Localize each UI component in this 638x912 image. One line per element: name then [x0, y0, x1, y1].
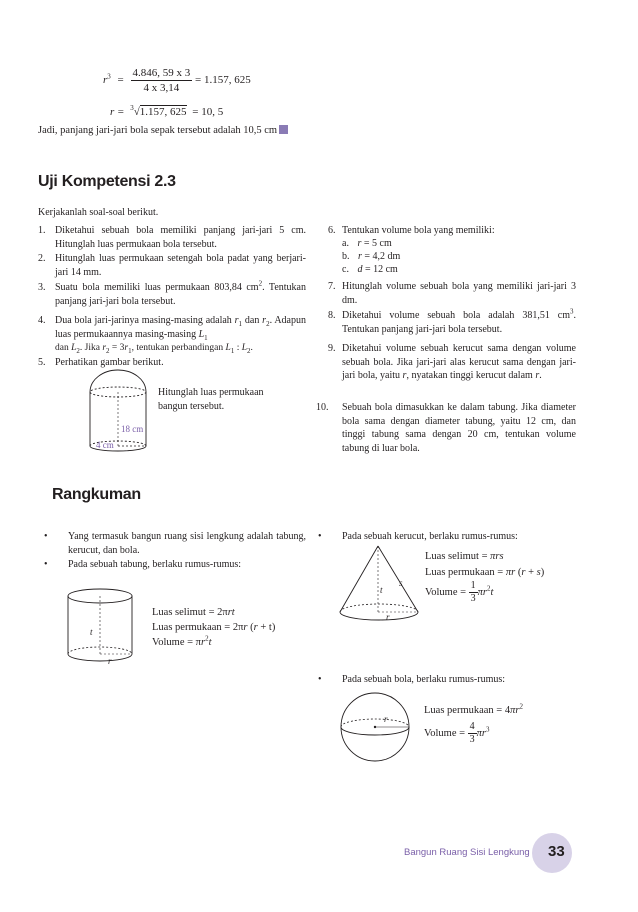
calc-r-cubed	[103, 66, 251, 95]
question-number: 2.	[38, 253, 46, 264]
fraction	[131, 66, 193, 95]
pi-symbol: π	[222, 607, 228, 618]
f-var: πr	[477, 587, 488, 598]
fraction-numerator: 1	[470, 580, 476, 591]
sub-2: 2	[106, 346, 110, 355]
bullet-text: Pada sebuah kerucut, berlaku rumus-rumus:	[342, 531, 518, 542]
q4-text-b: . Adapun luas permukaannya masing-masing	[55, 315, 306, 340]
f-sup: 2	[205, 634, 209, 643]
q9-end: .	[539, 370, 542, 381]
question-9	[322, 342, 576, 383]
question-7	[322, 280, 576, 307]
f-var: πr	[510, 705, 520, 716]
f-var: t	[490, 587, 494, 598]
sub-text	[357, 264, 397, 275]
cone-s-label: s	[399, 578, 403, 588]
q4-text-d: . Jika	[79, 343, 103, 353]
question-number: 4.	[38, 315, 46, 326]
question-number: 9.	[328, 343, 336, 354]
rangkuman-title: Rangkuman	[52, 486, 141, 503]
question-text	[342, 309, 576, 336]
f-text: Volume =	[425, 587, 469, 598]
bullet-dot: •	[44, 559, 48, 570]
f-var: πr	[505, 567, 516, 578]
var-r: r	[103, 74, 108, 87]
capsule-figure	[80, 368, 160, 460]
calc-conclusion	[38, 124, 288, 138]
question-number: 7.	[328, 281, 336, 292]
bullet-text: Yang termasuk bangun ruang sisi lengkung adalah tabung, kerucut, dan bola.	[68, 531, 306, 556]
summary-bullet-2	[44, 558, 306, 572]
pi-symbol: π	[195, 637, 201, 648]
question-text	[55, 281, 306, 308]
equals-sign: =	[117, 74, 124, 87]
kerucut-formula-3	[425, 580, 493, 605]
bullet-dot: •	[44, 531, 48, 542]
f-text: Luas permukaan = 2	[152, 622, 239, 633]
q8-text-b: . Tentukan panjang jari-jari bola tersebut.	[342, 310, 576, 335]
value: = 12 cm	[362, 264, 398, 275]
q4-colon: :	[234, 343, 242, 353]
question-text: Tentukan volume bola yang memiliki:	[342, 225, 495, 236]
bola-formula-1	[424, 703, 523, 718]
f-fraction	[469, 580, 478, 605]
question-6a	[342, 237, 392, 251]
footer-chapter: Bangun Ruang Sisi Lengkung	[404, 847, 530, 858]
f-sup: 2	[519, 702, 523, 711]
f-var: s	[536, 567, 541, 578]
dim-radius-label: 4 cm	[96, 440, 114, 450]
var-r1: r	[234, 315, 239, 326]
f-paren: )	[540, 567, 545, 578]
dim-height-label: 18 cm	[121, 424, 144, 434]
sphere-figure	[338, 690, 412, 764]
question-text: Perhatikan gambar berikut.	[55, 357, 164, 368]
bullet-dot: •	[318, 531, 322, 542]
f-text: Volume =	[424, 728, 468, 739]
sphere-r-label: r	[384, 714, 388, 724]
bullet-dot: •	[318, 674, 322, 685]
sub-1: 1	[204, 333, 208, 342]
f-text: + t)	[257, 622, 276, 633]
question-4	[38, 314, 306, 356]
radical-icon: √	[133, 106, 140, 118]
f-var: t	[208, 637, 212, 648]
fraction-numerator: 4	[469, 721, 475, 732]
q4-line3	[55, 343, 253, 353]
radicand: 1.157, 625	[139, 106, 187, 118]
pi-symbol: π	[238, 622, 244, 633]
q3-text-a: Suatu bola memiliki luas permukaan 803,84 cm	[55, 282, 259, 293]
f-text: Luas selimut = 2	[152, 607, 223, 618]
cylinder-r-label: r	[108, 656, 112, 666]
cylinder-t-label: t	[90, 627, 93, 637]
bullet-text: Pada sebuah bola, berlaku rumus-rumus:	[342, 674, 506, 685]
sub-label: c.	[342, 264, 349, 275]
calc-r-root	[110, 105, 223, 119]
q4-and: dan	[242, 315, 263, 326]
question-number: 1.	[38, 225, 46, 236]
f-text: Luas selimut =	[425, 551, 491, 562]
f-var: r	[243, 622, 248, 633]
question-6c	[342, 263, 398, 277]
sub-text	[358, 251, 400, 262]
sub-1: 1	[128, 346, 132, 355]
q8-sup: 3	[570, 307, 574, 316]
calc-result: = 1.157, 625	[195, 74, 251, 87]
q4-end: .	[250, 343, 253, 353]
var-r: r	[402, 370, 407, 381]
tabung-formula-3	[152, 635, 211, 650]
question-1	[38, 224, 306, 251]
r-label: r =	[110, 106, 125, 118]
q4-and: dan	[55, 343, 72, 353]
var-L1: L	[225, 343, 231, 353]
fraction-denominator: 3	[469, 734, 475, 745]
question-text: Diketahui sebuah bola memiliki panjang jari-jari 5 cm. Hitunglah luas permukaan bola tersebut.	[55, 225, 306, 250]
f-var: r	[521, 567, 526, 578]
f-paren: (	[515, 567, 522, 578]
f-text: Volume =	[152, 637, 196, 648]
value: = 5 cm	[361, 238, 392, 249]
sub-2: 2	[76, 346, 80, 355]
cylinder-figure	[60, 586, 140, 668]
f-text: Luas permukaan =	[425, 567, 506, 578]
f-var: rt	[227, 607, 235, 618]
var: r	[358, 251, 362, 262]
question-number: 10.	[316, 402, 329, 413]
var-L2: L	[241, 343, 247, 353]
sub-text	[357, 238, 391, 249]
var-r: r	[535, 370, 540, 381]
q4-text-e: , tentukan perbandingan	[131, 343, 226, 353]
tabung-formula-1	[152, 605, 235, 620]
sub-2: 2	[266, 320, 270, 328]
question-3	[38, 281, 306, 308]
f-sup: 3	[486, 725, 490, 734]
q3-sup: 2	[258, 279, 263, 288]
root-result: = 10, 5	[192, 106, 224, 118]
f-text: Luas permukaan = 4	[424, 705, 511, 716]
question-10	[316, 401, 576, 455]
sub-label: a.	[342, 238, 349, 249]
var-L1: L	[198, 328, 205, 340]
f-var: r	[253, 622, 258, 633]
conclusion-text: Jadi, panjang jari-jari bola sepak tersebut adalah 10,5 cm	[38, 125, 278, 136]
bullet-text: Pada sebuah tabung, berlaku rumus-rumus:	[68, 559, 242, 570]
f-var: πrs	[490, 551, 504, 562]
q9-text-a: Diketahui volume sebuah kerucut sama dengan volume sebuah bola. Jika jari-jari alas kerucut sama dengan jari-jari bola, yaitu	[342, 343, 576, 381]
var: r	[357, 238, 362, 249]
fraction-numerator: 4.846, 59 x 3	[132, 67, 191, 79]
q4-eq: = 3	[109, 343, 125, 353]
uji-title: Uji Kompetensi 2.3	[38, 173, 176, 190]
fraction-denominator: 4 x 3,14	[143, 82, 180, 94]
tabung-formula-2	[152, 620, 275, 635]
question-text	[342, 342, 576, 383]
q4-text-a: Dua bola jari-jarinya masing-masing adalah	[55, 315, 235, 326]
sub-label: b.	[342, 251, 350, 262]
f-fraction	[468, 721, 477, 746]
f-var: r	[200, 637, 206, 648]
page-number: 33	[548, 843, 565, 860]
var: d	[357, 264, 363, 275]
question-number: 3.	[38, 282, 46, 293]
sup-3: 3	[107, 72, 111, 81]
f-var: πr	[476, 728, 487, 739]
var-r1: r	[124, 343, 129, 353]
var-r2: r	[262, 315, 267, 326]
f-plus: +	[525, 567, 537, 578]
question-text: Sebuah bola dimasukkan ke dalam tabung. Jika diameter bola sama dengan diameter tabung, yaitu 12 cm, dan tinggi tabung sama dengan 20 cm, tentukan volume tabung di luar bola.	[342, 402, 576, 454]
f-paren: (	[247, 622, 254, 633]
summary-bullet-4	[318, 673, 580, 687]
var-r2: r	[102, 343, 107, 353]
question-number: 5.	[38, 357, 46, 368]
sub-2: 2	[247, 346, 251, 355]
question-text: Hitunglah luas permukaan setengah bola padat yang berjari-jari 14 mm.	[55, 253, 306, 278]
q9-text-b: , nyatakan tinggi kerucut dalam	[406, 370, 536, 381]
kerucut-formula-1	[425, 549, 504, 564]
question-8	[322, 309, 576, 336]
sub-1: 1	[238, 320, 243, 328]
question-text	[55, 314, 306, 356]
value: = 4,2 dm	[361, 251, 401, 262]
q5-figure-text: Hitunglah luas permukaan bangun tersebut.	[158, 387, 264, 412]
end-square-icon	[279, 125, 288, 134]
bola-formula-2	[424, 721, 490, 746]
r-equals	[110, 106, 124, 118]
question-text: Hitunglah volume sebuah bola yang memiliki jari-jari 3 dm.	[342, 281, 576, 306]
question-6	[322, 224, 600, 238]
var-L2: L	[71, 343, 77, 353]
uji-intro: Kerjakanlah soal-soal berikut.	[38, 207, 159, 218]
question-number: 6.	[328, 225, 336, 236]
root-index: 3	[130, 104, 134, 113]
fraction-denominator: 3	[470, 593, 476, 604]
cone-t-label: t	[380, 585, 383, 595]
question-6b	[342, 250, 400, 264]
question-2	[38, 252, 306, 279]
summary-bullet-1	[44, 530, 306, 557]
q3-text-b: . Tentukan panjang jari-jari bola tersebut.	[55, 282, 306, 307]
f-sup: 2	[487, 584, 491, 593]
cone-r-label: r	[386, 612, 390, 622]
question-5	[38, 356, 306, 370]
question-number: 8.	[328, 310, 336, 321]
sub-1: 1	[230, 346, 235, 355]
kerucut-formula-2	[425, 565, 544, 580]
q8-text-a: Diketahui volume sebuah bola adalah 381,51 cm	[342, 310, 570, 321]
